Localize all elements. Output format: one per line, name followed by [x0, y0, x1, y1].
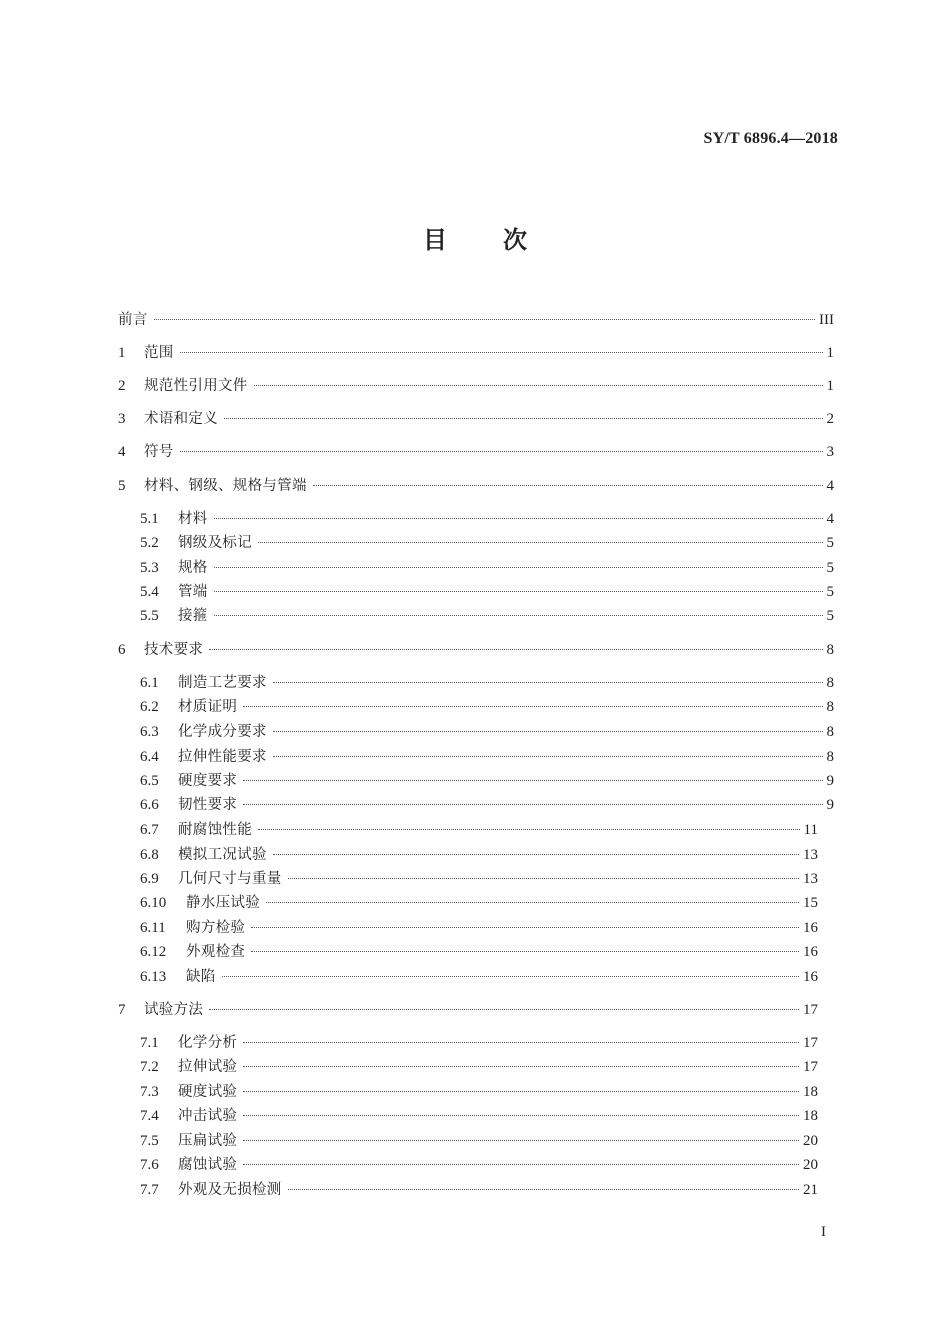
toc-entry-number: 7.4	[140, 1108, 159, 1124]
dot-leader	[243, 1115, 799, 1116]
toc-entry-number: 6.6	[140, 797, 159, 813]
toc-entry-number: 6.4	[140, 749, 159, 765]
toc-entry-number: 6	[118, 642, 126, 658]
toc-entry-label: 缺陷	[186, 969, 216, 985]
dot-leader	[154, 319, 815, 320]
toc-entry-number: 7.2	[140, 1059, 159, 1075]
toc-entry-5-3[interactable]	[140, 558, 834, 578]
toc-entry-page: 13	[803, 847, 818, 863]
toc-entry-number: 5.1	[140, 511, 159, 527]
toc-entry-page: 17	[803, 1035, 818, 1051]
page-title: 目次	[423, 226, 583, 254]
toc-entry-page: 1	[826, 378, 834, 394]
toc-entry-number: 7.6	[140, 1157, 159, 1173]
toc-entry-6-6[interactable]	[140, 795, 834, 815]
dot-leader	[243, 1042, 799, 1043]
toc-entry-number: 6.7	[140, 822, 159, 838]
dot-leader	[251, 927, 799, 928]
toc-entry-number: 6.8	[140, 847, 159, 863]
toc-entry-number: 1	[118, 345, 126, 361]
dot-leader	[254, 385, 823, 386]
toc-entry-page: 9	[826, 797, 834, 813]
toc-entry-page: 4	[826, 511, 834, 527]
dot-leader	[243, 804, 822, 805]
toc-entry-number: 7.3	[140, 1084, 159, 1100]
dot-leader	[258, 542, 823, 543]
page-number: I	[821, 1224, 826, 1240]
toc-entry-page: 16	[803, 969, 818, 985]
toc-entry-label: 化学成分要求	[178, 724, 267, 740]
toc-entry-page: 2	[826, 411, 834, 427]
toc-entry-6-9[interactable]	[140, 869, 818, 889]
toc-entry-6-7[interactable]	[140, 820, 818, 840]
toc-entry-3[interactable]	[118, 409, 834, 429]
toc-entry-page: 8	[826, 699, 834, 715]
dot-leader	[243, 1164, 799, 1165]
toc-entry-7-7[interactable]	[140, 1180, 818, 1200]
toc-entry-6-4[interactable]	[140, 747, 834, 767]
toc-entry-5[interactable]	[118, 476, 834, 496]
toc-entry-6-8[interactable]	[140, 845, 818, 865]
toc-entry-6-12[interactable]	[140, 942, 818, 962]
toc-entry-page: 16	[803, 920, 818, 936]
dot-leader	[180, 352, 823, 353]
toc-entry-page: III	[819, 312, 834, 328]
toc-entry-number: 6.13	[140, 969, 167, 985]
toc-entry-label: 符号	[144, 444, 174, 460]
toc-entry-number: 6.10	[140, 895, 167, 911]
toc-entry-label: 材质证明	[178, 699, 238, 715]
toc-entry-page: 5	[826, 535, 834, 551]
toc-entry-7-3[interactable]	[140, 1082, 818, 1102]
toc-entry-7-4[interactable]	[140, 1106, 818, 1126]
toc-entry-5-4[interactable]	[140, 582, 834, 602]
toc-entry-preface[interactable]	[118, 310, 834, 330]
dot-leader	[243, 780, 822, 781]
dot-leader	[288, 878, 799, 879]
toc-entry-label: 购方检验	[186, 920, 246, 936]
toc-entry-page: 18	[803, 1108, 818, 1124]
toc-entry-7-6[interactable]	[140, 1155, 818, 1175]
toc-entry-number: 6.11	[140, 920, 166, 936]
toc-entry-label: 接箍	[178, 608, 208, 624]
toc-entry-page: 20	[803, 1133, 818, 1149]
toc-entry-6-10[interactable]	[140, 893, 818, 913]
toc-entry-page: 11	[803, 822, 818, 838]
dot-leader	[273, 854, 799, 855]
toc-entry-number: 7.1	[140, 1035, 159, 1051]
toc-entry-label: 拉伸试验	[178, 1059, 238, 1075]
toc-entry-page: 21	[803, 1182, 818, 1198]
toc-entry-page: 9	[826, 773, 834, 789]
toc-entry-6-13[interactable]	[140, 967, 818, 987]
toc-entry-page: 8	[826, 642, 834, 658]
toc-entry-label: 范围	[144, 345, 174, 361]
toc-entry-number: 5.2	[140, 535, 159, 551]
dot-leader	[243, 706, 822, 707]
dot-leader	[266, 902, 799, 903]
toc-entry-page: 16	[803, 944, 818, 960]
toc-entry-page: 8	[826, 675, 834, 691]
toc-entry-page: 13	[803, 871, 818, 887]
dot-leader	[209, 1009, 799, 1010]
dot-leader	[243, 1140, 799, 1141]
toc-entry-label: 硬度试验	[178, 1084, 238, 1100]
dot-leader	[251, 951, 799, 952]
toc-entry-label: 材料、钢级、规格与管端	[144, 478, 307, 494]
toc-entry-4[interactable]	[118, 442, 834, 462]
dot-leader	[273, 756, 823, 757]
toc-entry-label: 耐腐蚀性能	[178, 822, 252, 838]
dot-leader	[214, 518, 823, 519]
toc-entry-page: 18	[803, 1084, 818, 1100]
toc-entry-number: 7	[118, 1002, 126, 1018]
toc-entry-number: 6.12	[140, 944, 167, 960]
toc-entry-2[interactable]	[118, 376, 834, 396]
toc-entry-label: 技术要求	[144, 642, 204, 658]
toc-entry-page: 3	[826, 444, 834, 460]
toc-entry-page: 20	[803, 1157, 818, 1173]
toc-entry-label: 压扁试验	[178, 1133, 238, 1149]
standard-code: SY/T 6896.4—2018	[703, 130, 838, 147]
toc-entry-6-2[interactable]	[140, 697, 834, 717]
toc-entry-label: 化学分析	[178, 1035, 238, 1051]
dot-leader	[214, 615, 823, 616]
toc-entry-label: 试验方法	[144, 1002, 204, 1018]
dot-leader	[243, 1066, 799, 1067]
toc-entry-label: 规范性引用文件	[144, 378, 248, 394]
toc-entry-number: 5.3	[140, 560, 159, 576]
toc-entry-number: 7.5	[140, 1133, 159, 1149]
toc-entry-number: 6.2	[140, 699, 159, 715]
toc-entry-page: 8	[826, 724, 834, 740]
dot-leader	[273, 682, 823, 683]
toc-entry-7-2[interactable]	[140, 1057, 818, 1077]
dot-leader	[243, 1091, 799, 1092]
toc-entry-number: 6.5	[140, 773, 159, 789]
toc-entry-label: 制造工艺要求	[178, 675, 267, 691]
toc-entry-label: 管端	[178, 584, 208, 600]
toc-entry-label: 硬度要求	[178, 773, 238, 789]
toc-entry-6[interactable]	[118, 640, 834, 660]
toc-entry-label: 静水压试验	[186, 895, 260, 911]
dot-leader	[258, 829, 800, 830]
toc-entry-number: 2	[118, 378, 126, 394]
toc-entry-label: 规格	[178, 560, 208, 576]
dot-leader	[224, 418, 823, 419]
toc-entry-number: 5.5	[140, 608, 159, 624]
toc-entry-label: 钢级及标记	[178, 535, 252, 551]
toc-entry-6-5[interactable]	[140, 771, 834, 791]
toc-entry-7-5[interactable]	[140, 1131, 818, 1151]
toc-entry-1[interactable]	[118, 343, 834, 363]
dot-leader	[214, 591, 823, 592]
toc-entry-number: 5.4	[140, 584, 159, 600]
toc-entry-5-2[interactable]	[140, 533, 834, 553]
toc-entry-number: 5	[118, 478, 126, 494]
toc-entry-number: 7.7	[140, 1182, 159, 1198]
toc-entry-label: 前言	[118, 312, 148, 328]
toc-entry-page: 8	[826, 749, 834, 765]
toc-entry-label: 材料	[178, 511, 208, 527]
dot-leader	[273, 731, 823, 732]
toc-entry-number: 3	[118, 411, 126, 427]
toc-entry-6-1[interactable]	[140, 673, 834, 693]
toc-entry-page: 5	[826, 560, 834, 576]
toc-entry-page: 4	[826, 478, 834, 494]
toc-entry-number: 6.9	[140, 871, 159, 887]
toc-entry-label: 术语和定义	[144, 411, 218, 427]
toc-entry-7[interactable]	[118, 1000, 818, 1020]
toc-entry-label: 韧性要求	[178, 797, 238, 813]
toc-entry-5-5[interactable]	[140, 606, 834, 626]
toc-entry-page: 15	[803, 895, 818, 911]
toc-entry-number: 6.1	[140, 675, 159, 691]
toc-entry-label: 外观检查	[186, 944, 246, 960]
toc-entry-label: 外观及无损检测	[178, 1182, 282, 1198]
dot-leader	[214, 567, 823, 568]
toc-entry-label: 腐蚀试验	[178, 1157, 238, 1173]
toc-entry-page: 5	[826, 584, 834, 600]
dot-leader	[313, 485, 823, 486]
toc-entry-page: 5	[826, 608, 834, 624]
toc-entry-6-11[interactable]	[140, 918, 818, 938]
toc-entry-page: 1	[826, 345, 834, 361]
dot-leader	[180, 451, 823, 452]
toc-entry-number: 6.3	[140, 724, 159, 740]
toc-entry-label: 冲击试验	[178, 1108, 238, 1124]
toc-entry-page: 17	[803, 1002, 818, 1018]
toc-entry-label: 模拟工况试验	[178, 847, 267, 863]
dot-leader	[288, 1189, 799, 1190]
dot-leader	[222, 976, 799, 977]
toc-entry-5-1[interactable]	[140, 509, 834, 529]
dot-leader	[209, 649, 822, 650]
toc-entry-page: 17	[803, 1059, 818, 1075]
toc-entry-label: 几何尺寸与重量	[178, 871, 282, 887]
toc-entry-number: 4	[118, 444, 126, 460]
toc-entry-label: 拉伸性能要求	[178, 749, 267, 765]
toc-entry-7-1[interactable]	[140, 1033, 818, 1053]
toc-entry-6-3[interactable]	[140, 722, 834, 742]
